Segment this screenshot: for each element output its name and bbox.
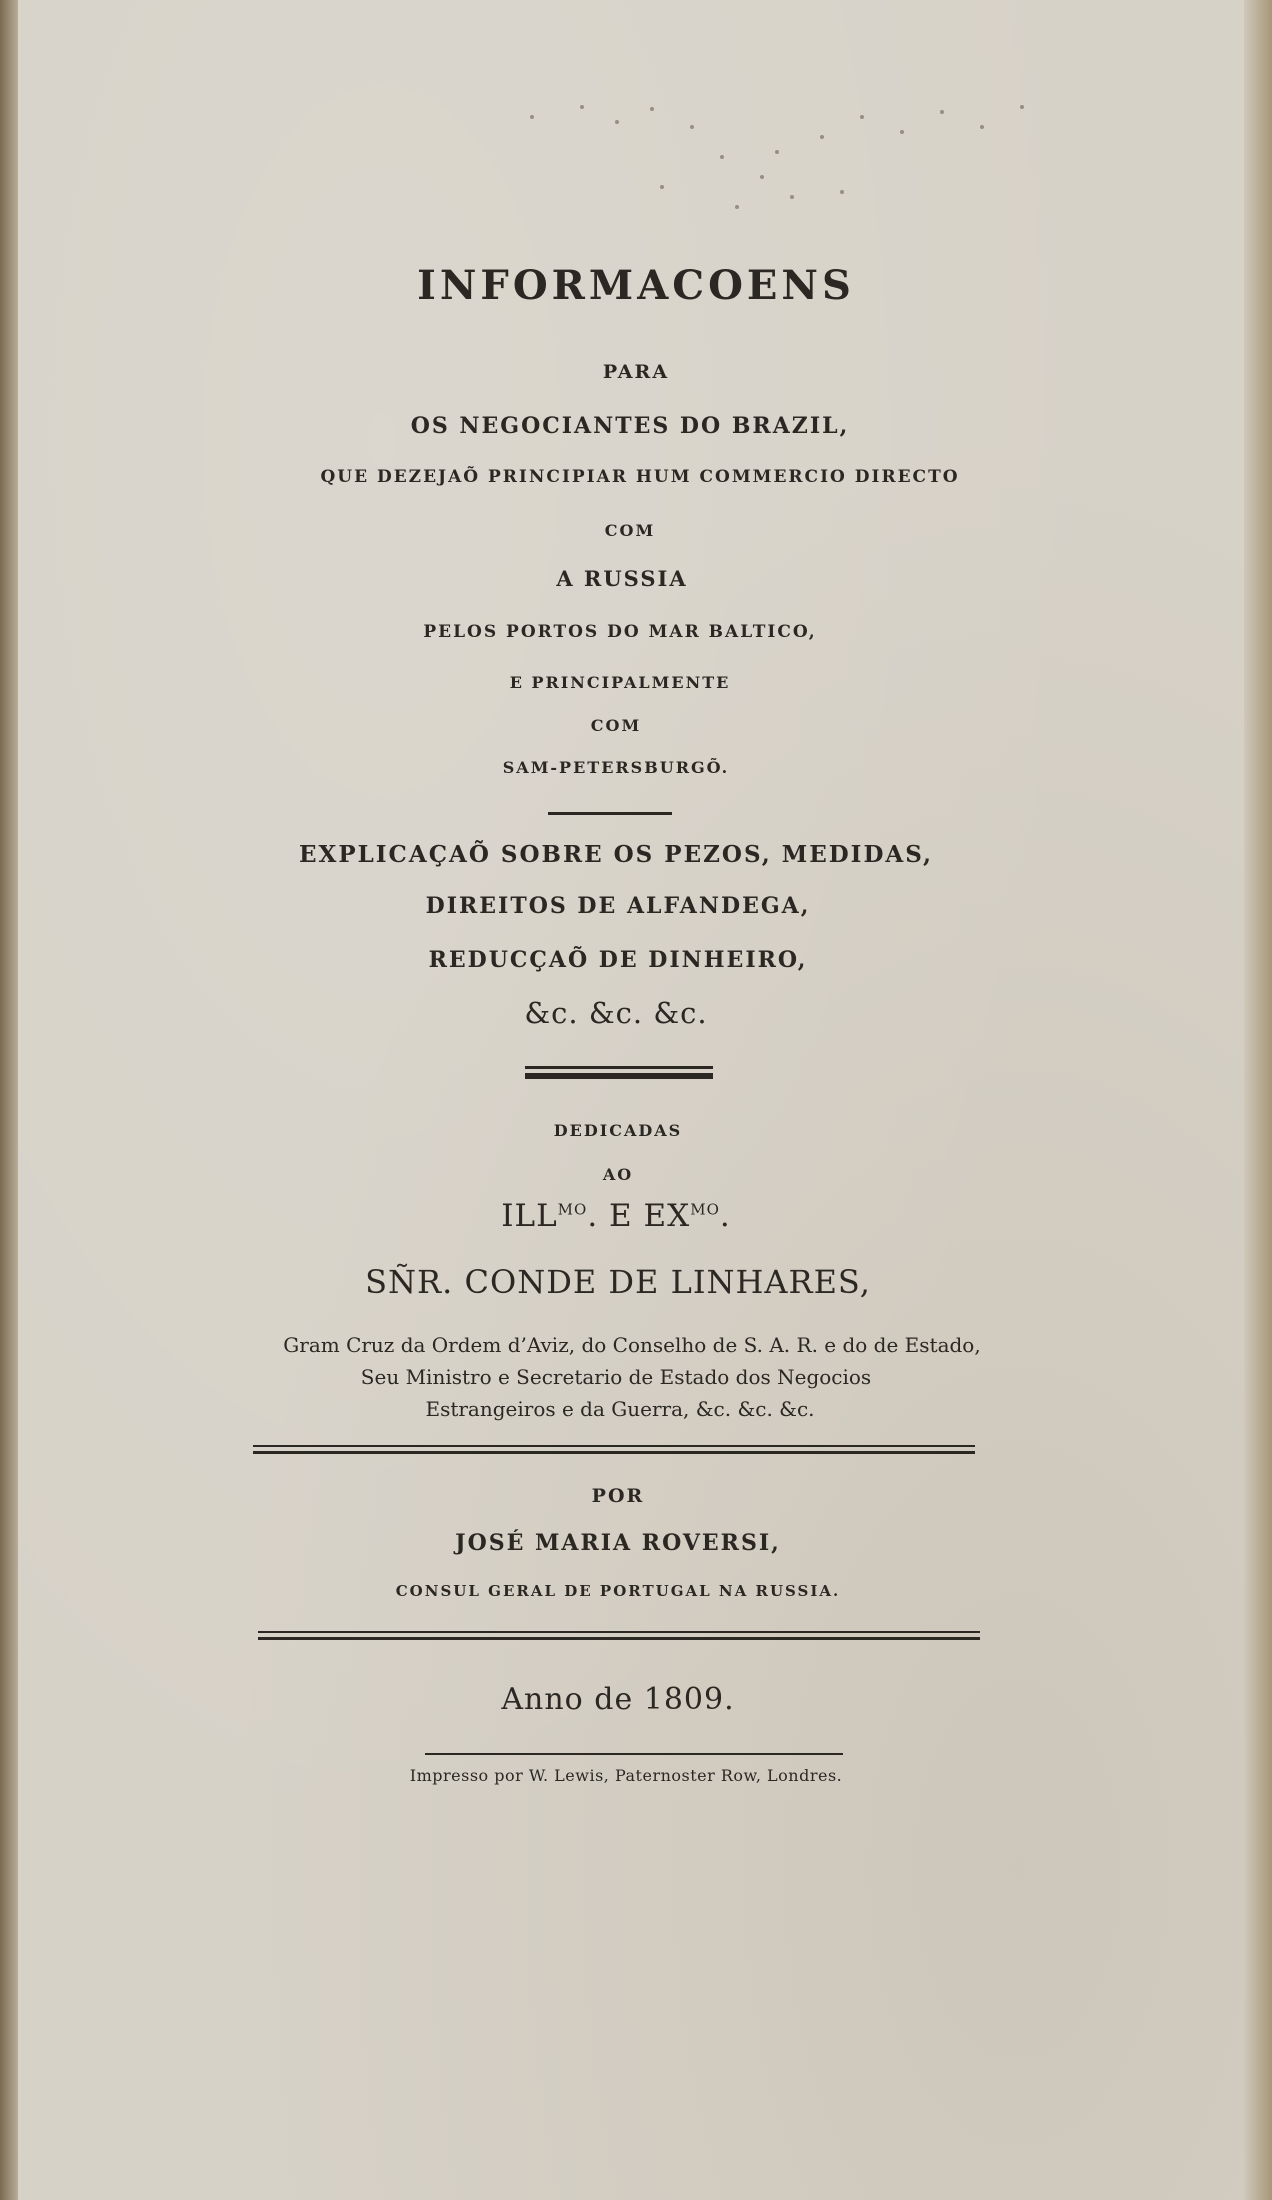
dedication-desc-line-2: Seu Ministro e Secretario de Estado dos Negocios <box>360 1365 872 1389</box>
imprint-divider <box>425 1753 843 1755</box>
subtitle-line-petersburgo: SAM-PETERSBURGÕ. <box>502 758 730 777</box>
honorific-sup-1: MO <box>557 1200 588 1219</box>
dedication-honorific <box>0 1198 1252 1234</box>
subtitle-line-baltico: PELOS PORTOS DO MAR BALTICO, <box>423 622 817 642</box>
subtitle-line-russia: A RUSSIA <box>556 566 688 591</box>
explanation-line-pezos: EXPLICAÇAÕ SOBRE OS PEZOS, MEDIDAS, <box>298 841 934 868</box>
explanation-line-dinheiro: REDUCÇAÕ DE DINHEIRO, <box>428 947 808 973</box>
dedication-desc-line-1: Gram Cruz da Ordem d’Aviz, do Conselho de S. A. R. e do de Estado, <box>283 1333 981 1357</box>
dedication-ao: AO <box>602 1165 634 1184</box>
book-title: INFORMACOENS <box>417 262 855 309</box>
double-divider-wide-2 <box>258 1631 980 1640</box>
dedication-conde: SÑR. CONDE DE LINHARES, <box>365 1263 871 1301</box>
dedication-dedicadas: DEDICADAS <box>553 1121 683 1140</box>
imprint-line: Impresso por W. Lewis, Paternoster Row, Londres. <box>409 1766 843 1785</box>
foxing-spots <box>520 95 1080 235</box>
honorific-sup-2: MO <box>690 1200 720 1219</box>
author-por: POR <box>591 1485 645 1507</box>
author-role: CONSUL GERAL DE PORTUGAL NA RUSSIA. <box>395 1582 841 1600</box>
publication-year: Anno de 1809. <box>501 1682 735 1717</box>
subtitle-com-1: COM <box>604 521 656 540</box>
honorific-e-ex: . E EX <box>587 1198 691 1234</box>
subtitle-line-principalmente: E PRINCIPALMENTE <box>509 673 731 692</box>
subtitle-line-negociantes: OS NEGOCIANTES DO BRAZIL, <box>410 413 850 439</box>
author-name: JOSÉ MARIA ROVERSI, <box>455 1530 781 1556</box>
short-divider <box>548 812 672 815</box>
dedication-desc-line-3: Estrangeiros e da Guerra, &c. &c. &c. <box>425 1397 815 1421</box>
explanation-etc: &c. &c. &c. <box>524 996 708 1030</box>
honorific-end: . <box>719 1198 731 1234</box>
double-divider-thick <box>525 1066 713 1079</box>
honorific-ill: ILL <box>501 1198 558 1234</box>
subtitle-para: PARA <box>602 361 670 383</box>
subtitle-line-commercio: QUE DEZEJAÕ PRINCIPIAR HUM COMMERCIO DIRECTO <box>320 467 960 487</box>
subtitle-com-2: COM <box>590 716 642 735</box>
explanation-line-alfandega: DIREITOS DE ALFANDEGA, <box>425 893 811 919</box>
double-divider-wide-1 <box>253 1445 975 1454</box>
